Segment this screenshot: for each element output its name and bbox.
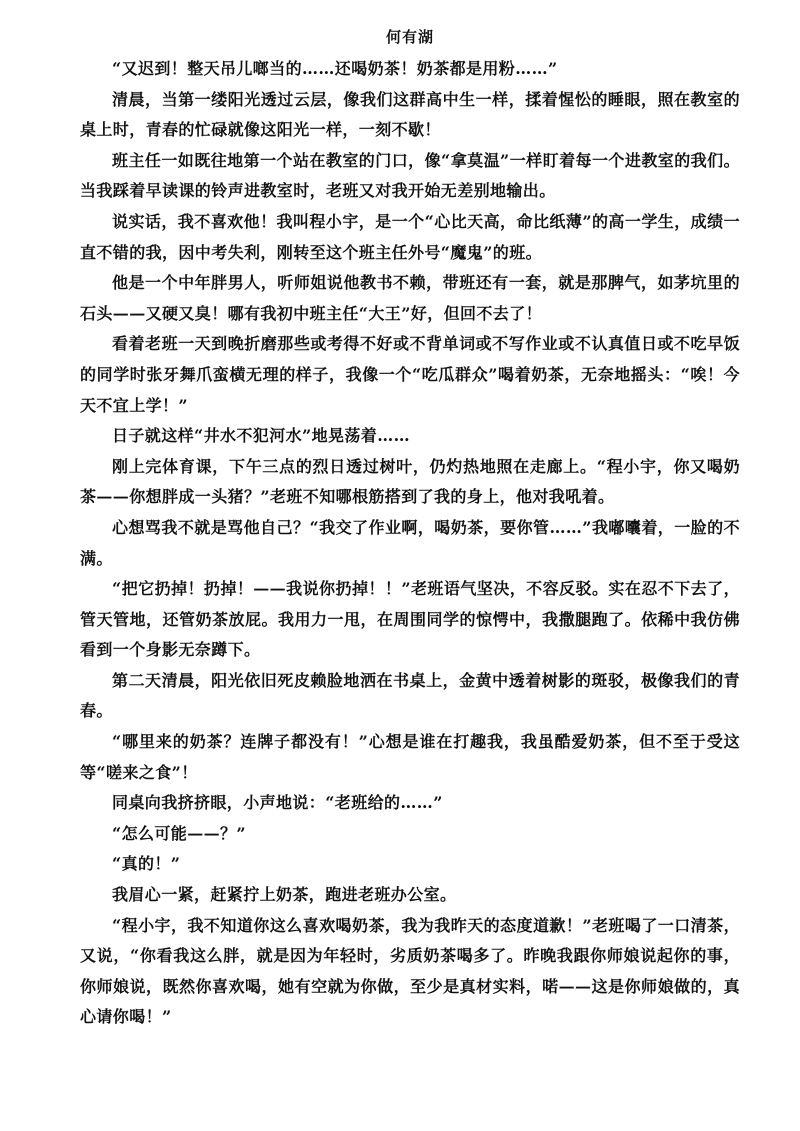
paragraph: “真的！” [112, 854, 181, 874]
paragraph: “又迟到！整天吊儿啷当的……还喝奶茶！奶茶都是用粉……” [112, 59, 558, 78]
paragraph: “把它扔掉！扔掉！——我说你扔掉！！”老班语气坚决，不容反驳。实在忍不下去了，管天管地，还管奶茶放屁。我用力一甩，在周围同学的惊愕中，我撒腿跑了。依稀中我仿佛看到一个身影无奈蹲下。 [80, 579, 740, 660]
paragraph: 清晨，当第一缕阳光透过云层，像我们这群高中生一样，揉着惺忪的睡眼，照在教室的桌上时，青春的忙碌就像这阳光一样，一刻不歇！ [80, 89, 740, 140]
paragraph: 日子就这样“井水不犯河水”地晃荡着…… [112, 426, 411, 446]
paragraph: 我眉心一紧，赶紧拧上奶茶，跑进老班办公室。 [112, 885, 457, 905]
paragraph: “怎么可能——？” [112, 823, 247, 843]
paragraph: 刚上完体育课，下午三点的烈日透过树叶，仍灼热地照在走廊上。“程小宇，你又喝奶茶——你想胖成一头猪？”老班不知哪根筋搭到了我的身上，他对我吼着。 [80, 456, 740, 507]
document-title: 何有湖 [385, 28, 434, 46]
paragraph: 心想骂我不就是骂他自己？“我交了作业啊，喝奶茶，要你管……”我嘟囔着，一脸的不满。 [80, 517, 740, 568]
paragraph: 看着老班一天到晚折磨那些或考得不好或不背单词或不写作业或不认真值日或不吃早饭的同学时张牙舞爪蛮横无理的样子，我像一个“吃瓜群众”喝着奶茶，无奈地摇头：“唉！今天不宜上学！” [80, 334, 740, 415]
paragraph: “哪里来的奶茶？连牌子都没有！”心想是谁在打趣我，我虽酷爱奶茶，但不至于受这等“嗟来之食”！ [80, 732, 740, 782]
paragraph: 说实话，我不喜欢他！我叫程小宇，是一个“心比天高，命比纸薄”的高一学生，成绩一直不错的我，因中考失利，刚转至这个班主任外号“魔鬼”的班。 [80, 211, 740, 262]
paragraph: 班主任一如既往地第一个站在教室的门口，像“拿莫温”一样盯着每一个进教室的我们。当我踩着早读课的铃声进教室时，老班又对我开始无差别地输出。 [80, 150, 740, 201]
paragraph: “程小宇，我不知道你这么喜欢喝奶茶，我为我昨天的态度道歉！”老班喝了一口清茶，又说，“你看我这么胖，就是因为年轻时，劣质奶茶喝多了。昨晚我跟你师娘说起你的事，你师娘说，既然你喜欢喝，她有空就为你做，至少是真材实料，喏——这是你师娘做的，真心请你喝！” [80, 915, 740, 1027]
paragraph: 第二天清晨，阳光依旧死皮赖脸地洒在书桌上，金黄中透着树影的斑驳，极像我们的青春。 [80, 670, 740, 721]
paragraph: 同桌向我挤挤眼，小声地说：“老班给的……” [112, 793, 443, 813]
paragraph: 他是一个中年胖男人，听师姐说他教书不赖，带班还有一套，就是那脾气，如茅坑里的石头——又硬又臭！哪有我初中班主任“大王”好，但回不去了！ [80, 273, 740, 323]
